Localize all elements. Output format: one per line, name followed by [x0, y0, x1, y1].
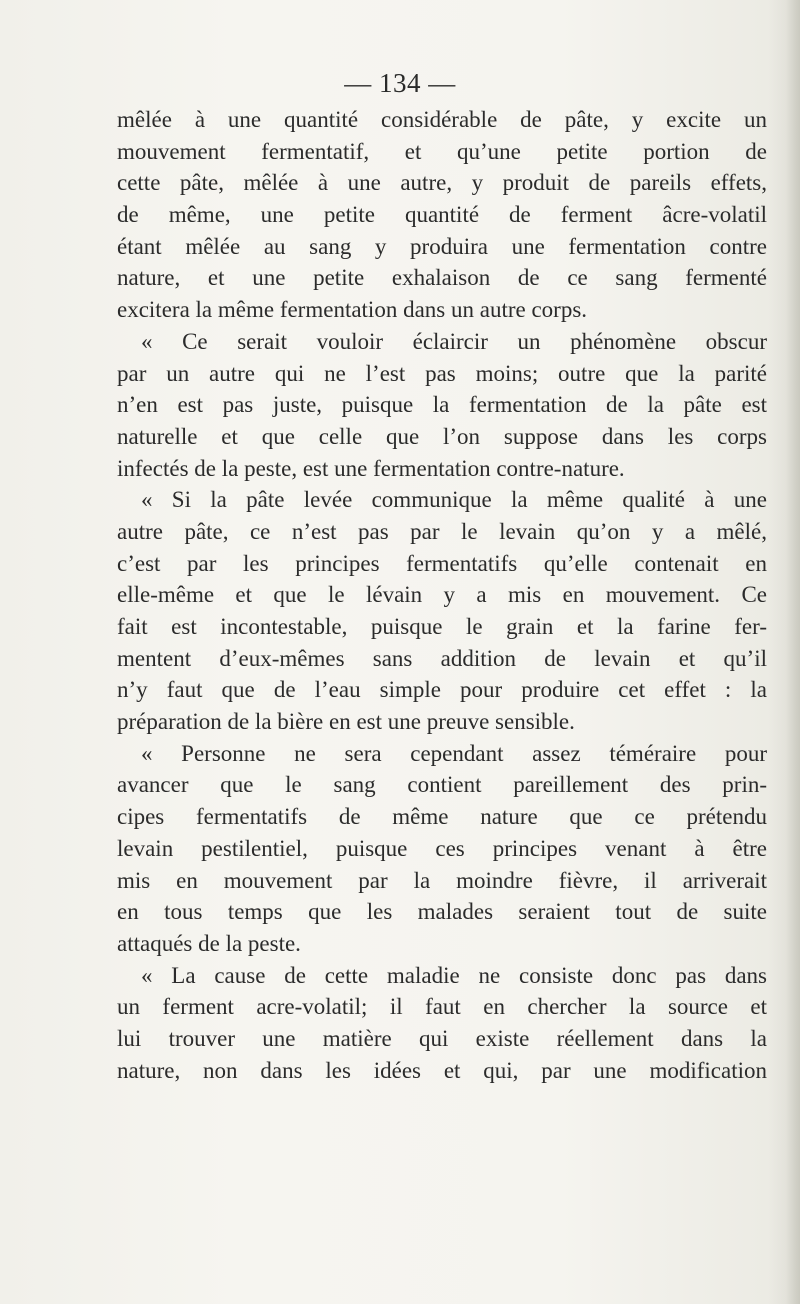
text-line: cette pâte, mêlée à une autre, y produit de pareils effets,: [117, 170, 767, 196]
text-line: en tous temps que les malades seraient tout de suite: [117, 899, 767, 925]
text-line: nature, non dans les idées et qui, par une modification: [117, 1057, 767, 1083]
paragraph-start-line: « La cause de cette maladie ne consiste donc pas dans: [141, 962, 767, 988]
text-line: levain pestilentiel, puisque ces principes venant à être: [117, 835, 767, 861]
text-line: mêlée à une quantité considérable de pâte, y excite un: [117, 107, 767, 132]
paragraph-end-line: infectés de la peste, est une fermentation contre-nature.: [117, 455, 625, 481]
body-text: [117, 104, 767, 1086]
paragraph-end-line: excitera la même fermentation dans un autre corps.: [117, 297, 588, 323]
text-line: autre pâte, ce n’est pas par le levain qu’on y a mêlé,: [117, 518, 767, 544]
text-line: avancer que le sang contient pareillement des prin-: [117, 772, 767, 798]
text-line: de même, une petite quantité de ferment âcre-volatil: [117, 202, 767, 228]
paragraph-end-line: préparation de la bière en est une preuve sensible.: [117, 709, 575, 735]
page-number-header: — 134 —: [344, 68, 456, 98]
text-line: mouvement fermentatif, et qu’une petite portion de: [117, 138, 767, 164]
page-edge-shadow: [786, 0, 800, 1304]
text-line: par un autre qui ne l’est pas moins; outre que la parité: [117, 360, 767, 386]
text-line: étant mêlée au sang y produira une fermentation contre: [117, 233, 767, 259]
paragraph-start-line: « Personne ne sera cependant assez téméraire pour: [141, 740, 767, 766]
text-line: lui trouver une matière qui existe réellement dans la: [117, 1025, 767, 1051]
paragraph-start-line: « Ce serait vouloir éclaircir un phénomène obscur: [141, 328, 767, 354]
text-line: mis en mouvement par la moindre fièvre, il arriverait: [117, 867, 767, 893]
text-line: elle-même et que le lévain y a mis en mouvement. Ce: [117, 582, 767, 608]
text-line: n’y faut que de l’eau simple pour produire cet effet : la: [117, 677, 767, 703]
text-line: un ferment acre-volatil; il faut en chercher la source et: [117, 994, 767, 1020]
text-line: naturelle et que celle que l’on suppose dans les corps: [117, 423, 767, 449]
paragraph-end-line: attaqués de la peste.: [117, 930, 301, 956]
text-line: fait est incontestable, puisque le grain et la farine fer-: [117, 614, 767, 639]
text-line: c’est par les principes fermentatifs qu’elle contenait en: [117, 550, 767, 576]
text-line: n’en est pas juste, puisque la fermentation de la pâte est: [117, 392, 767, 418]
text-line: nature, et une petite exhalaison de ce sang fermenté: [117, 265, 767, 291]
text-line: mentent d’eux-mêmes sans addition de levain et qu’il: [117, 645, 767, 671]
paragraph-start-line: « Si la pâte levée communique la même qualité à une: [141, 487, 767, 513]
text-line: cipes fermentatifs de même nature que ce prétendu: [117, 804, 767, 830]
